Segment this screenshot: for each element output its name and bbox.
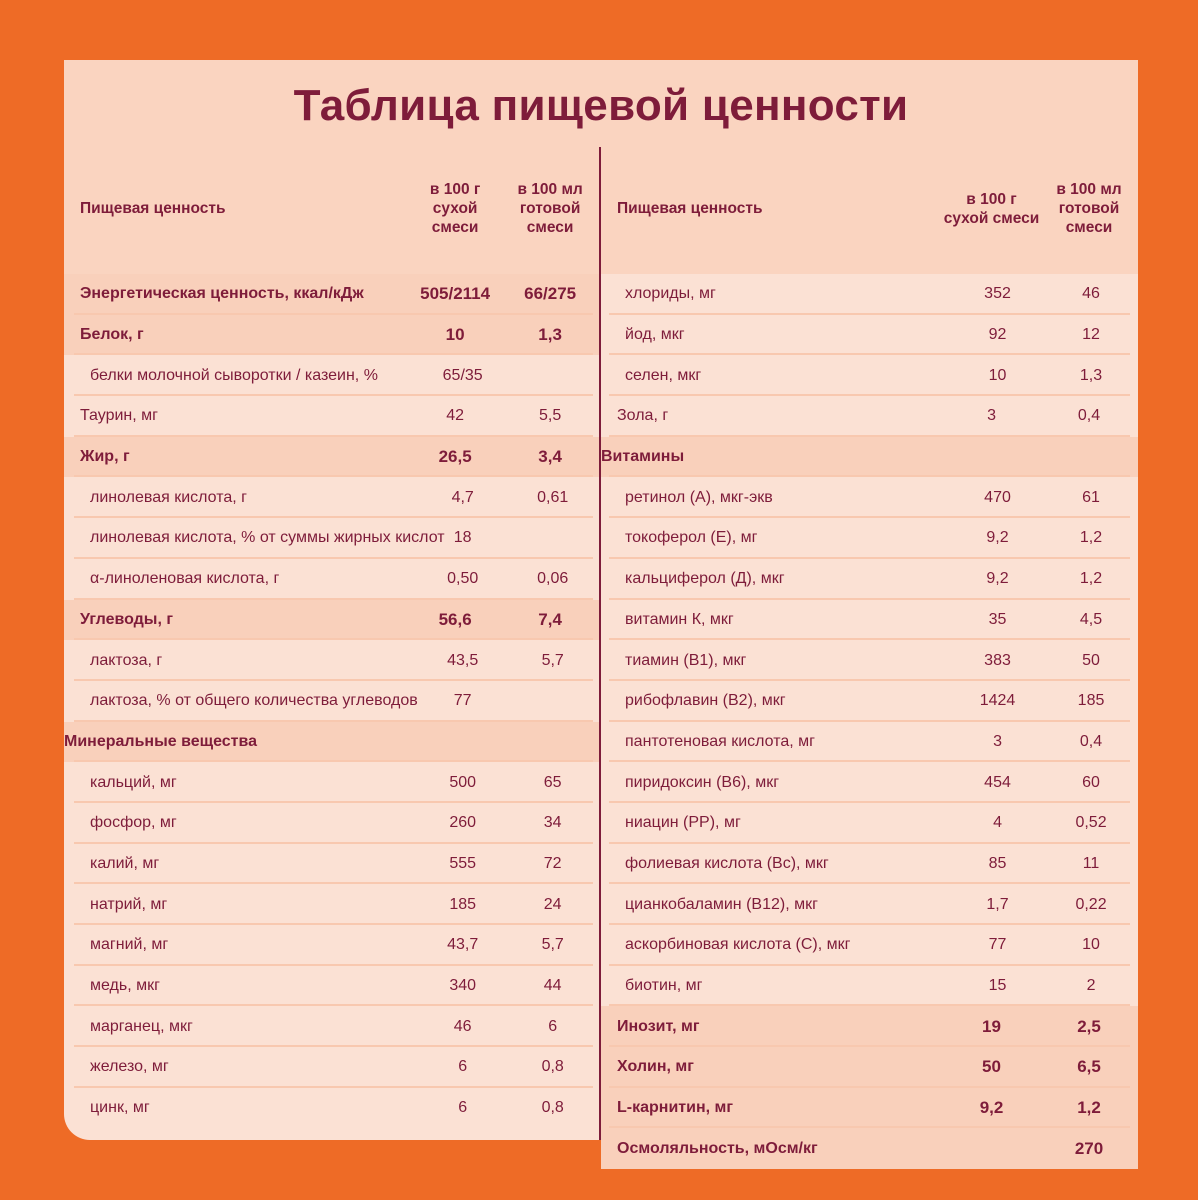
- right-table: [601, 147, 1138, 1158]
- table-row: [601, 477, 1138, 518]
- row-value-dry: 43,7: [447, 936, 479, 954]
- table-row: [601, 396, 1138, 437]
- left-rows: [64, 274, 599, 1128]
- row-value-dry: 1,7: [986, 895, 1009, 913]
- row-value-dry: 43,5: [447, 651, 479, 669]
- row-name: селен, мкг: [625, 366, 702, 384]
- table-row: [64, 722, 599, 763]
- row-value-ready: 0,22: [1075, 895, 1107, 913]
- row-value-ready: 44: [543, 977, 562, 995]
- row-value-ready: 65: [543, 773, 562, 791]
- row-value-dry: 18: [453, 529, 472, 547]
- row-value-dry: 383: [984, 651, 1011, 669]
- header-name: Пищевая ценность: [80, 199, 226, 217]
- row-value-ready: 11: [1082, 854, 1100, 872]
- table-row: [64, 762, 599, 803]
- row-value-dry: 6: [458, 1058, 468, 1076]
- row-name: цинк, мг: [90, 1099, 150, 1117]
- row-name: пантотеновая кислота, мг: [625, 732, 815, 750]
- table-row: [601, 355, 1138, 396]
- row-value-ready: 0,4: [1079, 732, 1103, 750]
- row-name: белки молочной сыворотки / казеин, %: [90, 366, 378, 384]
- row-name: ниацин (РР), мг: [625, 814, 741, 832]
- table-row: [64, 925, 599, 966]
- row-value-ready: 7,4: [538, 609, 562, 629]
- row-value-ready: 6: [548, 1017, 558, 1035]
- table-header: [64, 147, 599, 274]
- table-row: [601, 884, 1138, 925]
- row-value-dry: 35: [988, 610, 1007, 628]
- row-name: Минеральные вещества: [64, 732, 258, 750]
- row-name: Жир, г: [80, 448, 130, 466]
- row-value-ready: 50: [1082, 651, 1100, 669]
- row-value-ready: 0,4: [1077, 407, 1101, 425]
- table-header: [601, 147, 1138, 274]
- table-row: [601, 966, 1138, 1007]
- row-value-ready: 5,7: [541, 651, 564, 669]
- row-value-ready: 24: [543, 895, 562, 913]
- table-row: [601, 518, 1138, 559]
- row-name: фосфор, мг: [90, 814, 177, 832]
- row-name: линолевая кислота, г: [90, 488, 247, 506]
- row-value-ready: 1,2: [1077, 1098, 1101, 1118]
- row-value-ready: 12: [1082, 326, 1100, 344]
- table-row: [64, 437, 599, 478]
- row-value-dry: 454: [984, 773, 1011, 791]
- row-value-dry: 555: [449, 854, 477, 872]
- table-row: [64, 1047, 599, 1088]
- row-name: железо, мг: [90, 1058, 169, 1076]
- table-row: [601, 1047, 1138, 1088]
- row-value-ready: 2: [1086, 977, 1096, 995]
- row-name: L-карнитин, мг: [617, 1099, 734, 1117]
- table-row: [64, 477, 599, 518]
- row-value-dry: 65/35: [442, 366, 483, 384]
- row-value-ready: 1,2: [1079, 570, 1103, 588]
- row-name: натрий, мг: [90, 895, 168, 913]
- row-value-dry: 9,2: [986, 570, 1009, 588]
- table-row: [601, 640, 1138, 681]
- row-value-dry: 470: [984, 488, 1011, 506]
- row-value-dry: 3: [993, 732, 1002, 750]
- row-value-ready: 5,5: [538, 407, 562, 425]
- row-name: лактоза, г: [90, 651, 163, 669]
- row-name: медь, мкг: [90, 977, 160, 995]
- row-value-ready: 0,06: [537, 570, 569, 588]
- row-value-ready: 270: [1074, 1138, 1104, 1158]
- table-row: [601, 1006, 1138, 1047]
- row-name: Энергетическая ценность, ккал/кДж: [80, 285, 364, 303]
- row-name: фолиевая кислота (Вс), мкг: [625, 854, 829, 872]
- table-row: [601, 762, 1138, 803]
- row-name: Осмоляльность, мОсм/кг: [617, 1139, 818, 1157]
- row-value-ready: 60: [1082, 773, 1100, 791]
- header-name: Пищевая ценность: [617, 199, 763, 217]
- row-value-dry: 0,50: [447, 570, 479, 588]
- table-row: [64, 1088, 599, 1129]
- row-name: α-линоленовая кислота, г: [90, 570, 280, 588]
- row-value-dry: 6: [458, 1099, 468, 1117]
- row-value-ready: 5,7: [541, 936, 564, 954]
- row-value-dry: 4: [993, 814, 1002, 832]
- row-name: Таурин, мг: [80, 407, 158, 425]
- table-row: [64, 681, 599, 722]
- row-value-ready: 0,8: [541, 1058, 564, 1076]
- row-value-dry: 26,5: [438, 447, 472, 467]
- row-name: Инозит, мг: [617, 1017, 700, 1035]
- row-value-dry: 15: [988, 977, 1007, 995]
- header-dry: в 100 г сухой смеси: [943, 190, 1040, 227]
- row-value-dry: 9,2: [979, 1098, 1004, 1118]
- row-name: Холин, мг: [617, 1058, 694, 1076]
- table-row: [64, 396, 599, 437]
- table-row: [601, 600, 1138, 641]
- row-value-dry: 10: [445, 325, 465, 345]
- row-name: Зола, г: [617, 407, 669, 425]
- row-name: Белок, г: [80, 326, 144, 344]
- row-value-ready: 1,3: [538, 325, 562, 345]
- row-value-dry: 85: [988, 854, 1007, 872]
- row-name: биотин, мг: [625, 977, 703, 995]
- left-table: [64, 147, 599, 1140]
- row-name: калий, мг: [90, 854, 160, 872]
- row-value-ready: 10: [1082, 936, 1100, 954]
- row-value-ready: 46: [1082, 285, 1100, 303]
- row-value-dry: 92: [988, 326, 1007, 344]
- row-name: йод, мкг: [625, 326, 685, 344]
- right-rows: [601, 274, 1138, 1169]
- row-value-dry: 500: [449, 773, 477, 791]
- row-value-dry: 9,2: [986, 529, 1009, 547]
- row-value-dry: 185: [449, 895, 477, 913]
- row-value-ready: 6,5: [1077, 1057, 1101, 1077]
- row-value-dry: 4,7: [451, 488, 474, 506]
- row-value-dry: 19: [982, 1016, 1001, 1036]
- table-row: [601, 315, 1138, 356]
- row-value-ready: 1,2: [1079, 529, 1103, 547]
- row-value-ready: 34: [543, 814, 562, 832]
- table-row: [64, 966, 599, 1007]
- row-value-dry: 340: [449, 977, 477, 995]
- row-value-dry: 77: [988, 936, 1007, 954]
- row-name: пиридоксин (В6), мкг: [625, 773, 780, 791]
- row-value-ready: 72: [543, 854, 562, 872]
- row-name: кальций, мг: [90, 773, 177, 791]
- row-name: марганец, мкг: [90, 1017, 193, 1035]
- table-row: [64, 803, 599, 844]
- table-row: [64, 884, 599, 925]
- row-name: тиамин (В1), мкг: [625, 651, 747, 669]
- row-value-ready: 0,8: [541, 1099, 564, 1117]
- nutrition-card: [64, 60, 1138, 1158]
- header-dry: в 100 г сухой смеси: [429, 181, 481, 236]
- row-value-ready: 0,52: [1075, 814, 1107, 832]
- row-value-dry: 42: [446, 407, 465, 425]
- row-value-dry: 505/2114: [420, 284, 491, 304]
- table-row: [64, 518, 599, 559]
- table-row: [601, 559, 1138, 600]
- row-value-dry: 77: [453, 692, 472, 710]
- row-value-dry: 352: [984, 285, 1011, 303]
- row-value-ready: 185: [1077, 692, 1105, 710]
- row-name: кальциферол (Д), мкг: [625, 570, 785, 588]
- table-row: [64, 274, 599, 315]
- table-row: [64, 1006, 599, 1047]
- row-value-dry: 10: [988, 366, 1007, 384]
- row-name: Углеводы, г: [80, 610, 174, 628]
- row-name: аскорбиновая кислота (С), мкг: [625, 936, 851, 954]
- table-row: [64, 640, 599, 681]
- table-row: [601, 803, 1138, 844]
- table-row: [601, 722, 1138, 763]
- row-name: Витамины: [601, 448, 685, 466]
- row-name: витамин К, мкг: [625, 610, 734, 628]
- row-value-ready: 0,61: [537, 488, 569, 506]
- row-value-dry: 3: [987, 407, 996, 425]
- table-row: [601, 437, 1138, 478]
- row-value-dry: 260: [449, 814, 477, 832]
- row-value-ready: 3,4: [538, 447, 562, 467]
- row-value-dry: 50: [982, 1057, 1001, 1077]
- row-value-ready: 61: [1082, 488, 1100, 506]
- row-value-dry: 56,6: [438, 609, 472, 629]
- header-ready: в 100 мл готовой смеси: [1056, 181, 1122, 236]
- row-name: цианкобаламин (В12), мкг: [625, 895, 818, 913]
- row-value-ready: 2,5: [1077, 1016, 1101, 1036]
- table-row: [601, 1128, 1138, 1169]
- table-row: [64, 600, 599, 641]
- row-name: магний, мг: [90, 936, 169, 954]
- row-value-ready: 66/275: [524, 284, 577, 304]
- row-name: лактоза, % от общего количества углеводов: [90, 692, 418, 710]
- table-row: [601, 681, 1138, 722]
- row-name: хлориды, мг: [625, 285, 716, 303]
- table-row: [64, 559, 599, 600]
- row-name: линолевая кислота, % от суммы жирных кислот: [90, 529, 445, 547]
- row-value-ready: 1,3: [1079, 366, 1103, 384]
- header-ready: в 100 мл готовой смеси: [517, 181, 583, 236]
- table-row: [601, 925, 1138, 966]
- row-name: токоферол (Е), мг: [625, 529, 758, 547]
- row-value-ready: 4,5: [1079, 610, 1103, 628]
- row-value-dry: 46: [453, 1017, 472, 1035]
- row-name: рибофлавин (В2), мкг: [625, 692, 786, 710]
- row-value-dry: 1424: [979, 692, 1016, 710]
- table-row: [64, 355, 599, 396]
- row-name: ретинол (А), мкг-экв: [625, 488, 773, 506]
- page-title: Таблица пищевой ценности: [64, 60, 1138, 152]
- table-row: [64, 844, 599, 885]
- table-row: [601, 1088, 1138, 1129]
- table-row: [601, 844, 1138, 885]
- table-row: [601, 274, 1138, 315]
- table-row: [64, 315, 599, 356]
